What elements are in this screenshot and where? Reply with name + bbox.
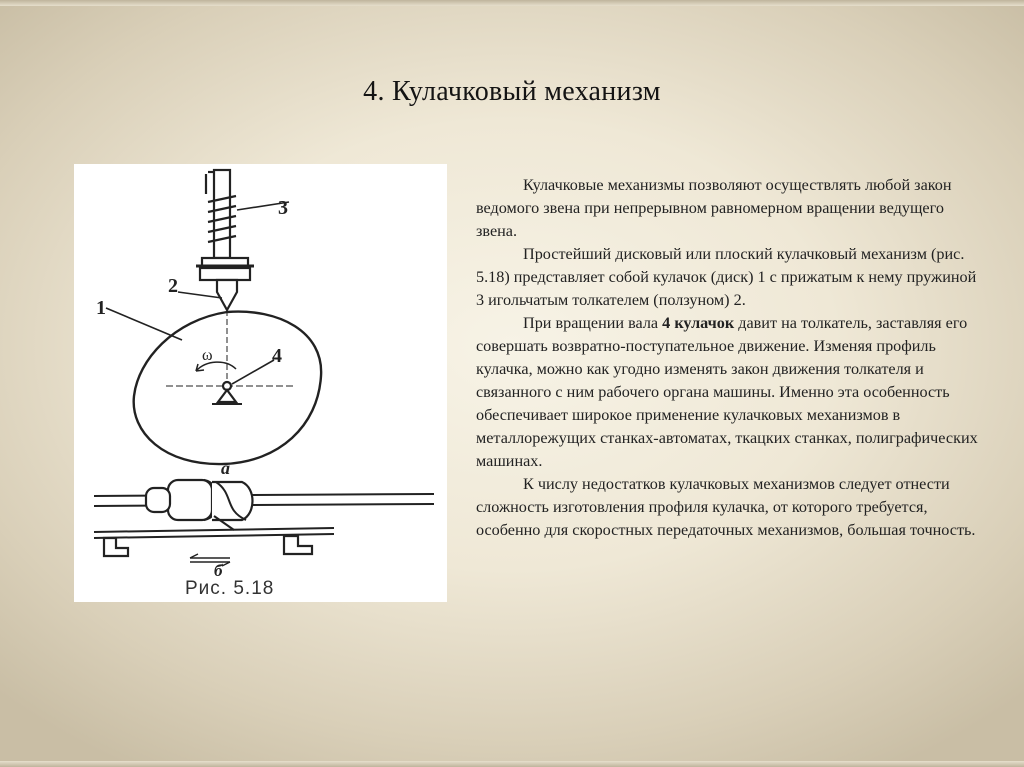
label-view-a: а [221, 458, 230, 478]
bottom-border [0, 761, 1024, 767]
paragraph-3-bold: 4 кулачок [662, 314, 735, 332]
paragraph-1: Кулачковые механизмы позволяют осуществлять любой закон ведомого звена при непрерывном равномерном вращении ведущего звена. [476, 176, 952, 240]
slide-title: 4. Кулачковый механизм [363, 76, 661, 107]
cam-mechanism-figure [74, 164, 447, 602]
paragraph-3-end: давит на толкатель, заставляя его совершать возвратно-поступательное движение. Изменяя профиль кулачка, можно как угодно изменять закон движения толкателя и связанного с ним рабочего органа машины. Именно эта особенность обеспечивает широкое применение кулачковых механизмов в металлорежущих станках-автоматах, ткацких станках, полиграфических машинах. [476, 314, 978, 470]
label-part-3: 3 [278, 197, 288, 219]
cam-mechanism-drawing [74, 164, 447, 602]
paragraph-4: К числу недостатков кулачковых механизмов следует отнести сложность изготовления профиля кулачка, от которого требуется, особенно для скоростных передаточных механизмов, большая точность. [476, 475, 976, 539]
label-part-4: 4 [272, 345, 282, 367]
figure-caption: Рис. 5.18 [185, 578, 275, 599]
top-border [0, 0, 1024, 6]
body-text [476, 174, 988, 542]
paragraph-2: Простейший дисковый или плоский кулачковый механизм (рис. 5.18) представляет собой кулачок (диск) 1 с прижатым к нему пружиной 3 игольчатым толкателем (ползуном) 2. [476, 245, 977, 309]
paragraph-3 [476, 312, 988, 473]
label-view-b: б [214, 561, 223, 580]
label-omega: ω [202, 347, 213, 364]
label-part-1: 1 [96, 297, 106, 319]
label-part-2: 2 [168, 275, 178, 297]
paragraph-3-start: При вращении вала [523, 314, 663, 332]
